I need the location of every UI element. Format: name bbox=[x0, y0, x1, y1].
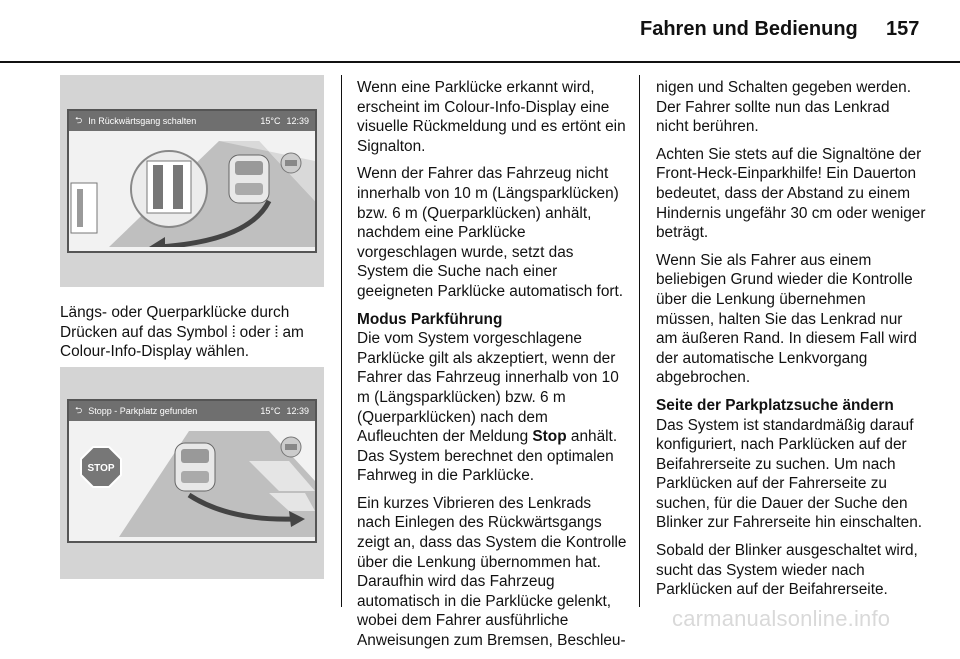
clock: 12:39 bbox=[286, 116, 309, 126]
screen-status-bar bbox=[69, 111, 315, 131]
text-column-2 bbox=[357, 78, 627, 659]
temperature: 15°C bbox=[260, 406, 281, 416]
page-number: 157 bbox=[886, 18, 920, 40]
paragraph: Achten Sie stets auf die Signaltöne der Front-Heck-Einparkhilfe! Ein Dauerton bedeutet, dass der Abstand zu einem Hindernis ungefähr 30 cm oder weniger beträgt. bbox=[656, 145, 926, 242]
subheading-parkfuehrung: Modus Parkführung bbox=[357, 310, 503, 328]
header-rule bbox=[0, 61, 960, 63]
paragraph: Sobald der Blinker ausgeschaltet wird, sucht das System wieder nach Parklücken auf der Beifahrerseite. bbox=[656, 542, 918, 599]
info-display-screen bbox=[67, 399, 317, 543]
info-display-screen bbox=[67, 109, 317, 253]
paragraph: nigen und Schalten gegeben werden. Der Fahrer sollte nun das Lenkrad nicht berühren. bbox=[656, 79, 912, 136]
parking-illustration bbox=[69, 421, 315, 537]
back-arrow-icon: ⮌ bbox=[75, 115, 83, 125]
figure-reverse-gear bbox=[60, 75, 324, 287]
clock: 12:39 bbox=[286, 406, 309, 416]
back-arrow-icon: ⮌ bbox=[75, 405, 83, 415]
column-divider-1 bbox=[341, 75, 342, 607]
column-divider-2 bbox=[639, 75, 640, 607]
figure-caption: Längs- oder Querparklücke durch Drücken auf das Symbol ⦙ oder ⦙ am Colour-Info-Display wählen. bbox=[60, 304, 304, 361]
screen-status-bar bbox=[69, 401, 315, 421]
paragraph: Wenn Sie als Fahrer aus einem beliebigen Grund wieder die Kontrolle über die Lenkung übernehmen müssen, halten Sie das Lenkrad nur am äußeren Rand. In diesem Fall wird der automatische Lenkvorgang abgebrochen. bbox=[656, 251, 917, 387]
paragraph: Die vom System vorgeschlagene Parklücke gilt als akzeptiert, wenn der Fahrer das Fahrzeug innerhalb von 10 m (Längsparklücken) bzw. 6 m (Querparklücken) nach dem Aufleuchten der Meldung Stop anhält. Das System berechnet den optimalen Fahrweg in die Parklücke. bbox=[357, 330, 619, 485]
paragraph: Wenn der Fahrer das Fahrzeug nicht innerhalb von 10 m (Längsparklücken) bzw. 6 m (Querparklücken) anhält, nachdem eine Parklücke vorgeschlagen wurde, setzt das System die Suche nach einer geeigneten Parklücke automatisch fort. bbox=[357, 165, 624, 300]
figure-parking-found bbox=[60, 367, 324, 579]
text-column-3 bbox=[656, 78, 926, 608]
temperature: 15°C bbox=[260, 116, 281, 126]
stop-sign-icon bbox=[81, 447, 121, 487]
paragraph: Wenn eine Parklücke erkannt wird, erscheint im Colour-Info-Display eine visuelle Rückmeldung und es ertönt ein Signalton. bbox=[357, 79, 626, 155]
parking-illustration bbox=[69, 131, 315, 247]
screen-title: Stopp - Parkplatz gefunden bbox=[88, 406, 198, 416]
paragraph: Ein kurzes Vibrieren des Lenkrads nach Einlegen des Rückwärtsgangs zeigt an, dass das System die Kontrolle über die Lenkung übernommen hat. Daraufhin wird das Fahrzeug automatisch in die Parklücke gelenkt, wobei dem Fahrer ausführliche Anweisungen zum Bremsen, Beschleu- bbox=[357, 494, 627, 650]
subheading-seite: Seite der Parkplatzsuche ändern bbox=[656, 396, 894, 414]
watermark: carmanualsonline.info bbox=[672, 606, 891, 631]
car-icon bbox=[229, 155, 269, 203]
paragraph: Das System ist standardmäßig darauf konfiguriert, nach Parklücken auf der Beifahrerseite zu suchen. Um nach Parklücken auf der Fahrerseite zu suchen, für die Dauer der Suche den Blinker zur Fahrerseite hin einschalten. bbox=[656, 416, 923, 532]
section-title: Fahren und Bedienung bbox=[640, 18, 858, 40]
stop-sign-text: STOP bbox=[87, 463, 115, 474]
screen-title: In Rückwärtsgang schalten bbox=[88, 116, 197, 126]
car-icon bbox=[175, 443, 215, 491]
stop-keyword: Stop bbox=[532, 428, 567, 446]
